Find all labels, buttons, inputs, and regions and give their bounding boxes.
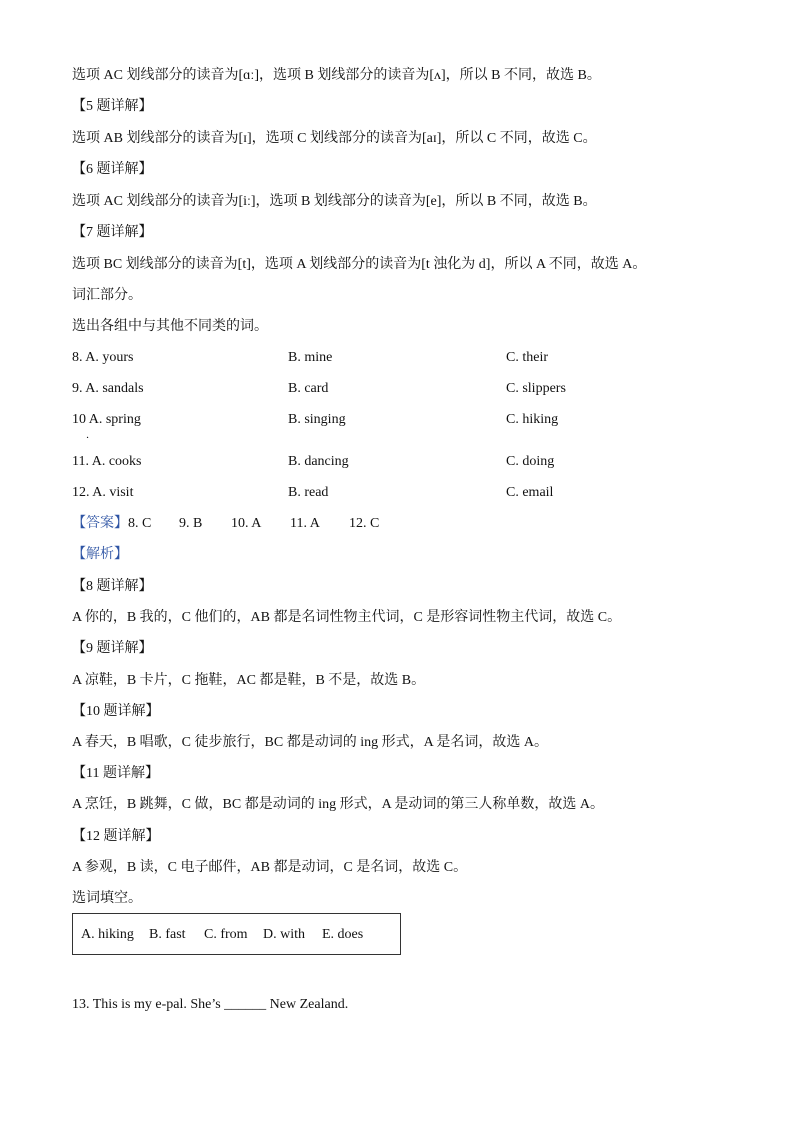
answer-label: 【答案】 xyxy=(72,516,128,531)
explanation-q6-line: 选项 AC 划线部分的读音为[iː]，选项 B 划线部分的读音为[e]，所以 B 不同，故选 B。 xyxy=(72,194,597,209)
word-bank-item-e: E. does xyxy=(322,927,364,942)
answer-item-12: 12. C xyxy=(349,516,380,531)
q10-number-dot: ． xyxy=(86,430,96,441)
answer-item-10: 10. A xyxy=(231,516,262,531)
q8-option-c: C. their xyxy=(506,350,548,365)
section-title-fill-blank: 选词填空。 xyxy=(72,891,142,906)
explanation-q7-line: 选项 BC 划线部分的读音为[t]，选项 A 划线部分的读音为[t 浊化为 d]，所以 A 不同，故选 A。 xyxy=(72,257,647,272)
section-title-vocabulary: 词汇部分。 xyxy=(72,288,142,303)
word-bank-item-a: A. hiking xyxy=(81,927,134,942)
q10-option-c: C. hiking xyxy=(506,412,559,427)
detail-heading-q8: 【8 题详解】 xyxy=(72,579,153,594)
q8-option-b: B. mine xyxy=(288,350,333,365)
q10-option-a: 10 A. spring xyxy=(72,412,141,427)
q12-option-c: C. email xyxy=(506,485,554,500)
detail-heading-q11: 【11 题详解】 xyxy=(72,766,159,781)
q11-option-b: B. dancing xyxy=(288,454,349,469)
answer-item-8: 8. C xyxy=(128,516,152,531)
detail-q9-line: A 凉鞋，B 卡片，C 拖鞋，AC 都是鞋，B 不是，故选 B。 xyxy=(72,673,426,688)
answer-item-11: 11. A xyxy=(290,516,320,531)
detail-q11-line: A 烹饪，B 跳舞，C 做，BC 都是动词的 ing 形式，A 是动词的第三人称单数，故选 A。 xyxy=(72,797,605,812)
q10-option-b: B. singing xyxy=(288,412,346,427)
q11-option-c: C. doing xyxy=(506,454,555,469)
detail-heading-q9: 【9 题详解】 xyxy=(72,641,153,656)
q11-option-a: 11. A. cooks xyxy=(72,454,142,469)
detail-heading-q6: 【6 题详解】 xyxy=(72,162,153,177)
word-bank-item-c: C. from xyxy=(204,927,248,942)
q9-option-a: 9. A. sandals xyxy=(72,381,144,396)
detail-heading-q10: 【10 题详解】 xyxy=(72,704,160,719)
detail-q12-line: A 参观，B 读，C 电子邮件，AB 都是动词，C 是名词，故选 C。 xyxy=(72,860,468,875)
detail-heading-q7: 【7 题详解】 xyxy=(72,225,153,240)
detail-q10-line: A 春天，B 唱歌，C 徒步旅行，BC 都是动词的 ing 形式，A 是名词，故选 A。 xyxy=(72,735,549,750)
detail-heading-q12: 【12 题详解】 xyxy=(72,829,160,844)
q9-option-b: B. card xyxy=(288,381,329,396)
q8-option-a: 8. A. yours xyxy=(72,350,134,365)
q12-option-b: B. read xyxy=(288,485,329,500)
word-bank-item-b: B. fast xyxy=(149,927,186,942)
explanation-q4-line: 选项 AC 划线部分的读音为[ɑː]，选项 B 划线部分的读音为[ʌ]，所以 B 不同，故选 B。 xyxy=(72,68,601,83)
detail-q8-line: A 你的，B 我的，C 他们的，AB 都是名词性物主代词，C 是形容词性物主代词，故选 C。 xyxy=(72,610,622,625)
detail-heading-q5: 【5 题详解】 xyxy=(72,99,153,114)
explanation-q5-line: 选项 AB 划线部分的读音为[ɪ]，选项 C 划线部分的读音为[aɪ]，所以 C 不同，故选 C。 xyxy=(72,131,597,146)
section-instruction: 选出各组中与其他不同类的词。 xyxy=(72,319,268,334)
word-bank-item-d: D. with xyxy=(263,927,305,942)
word-bank-box xyxy=(72,913,401,955)
q12-option-a: 12. A. visit xyxy=(72,485,134,500)
question-13: 13. This is my e-pal. She’s ______ New Zealand. xyxy=(72,997,349,1012)
answer-item-9: 9. B xyxy=(179,516,203,531)
q9-option-c: C. slippers xyxy=(506,381,566,396)
analysis-label: 【解析】 xyxy=(72,547,128,562)
